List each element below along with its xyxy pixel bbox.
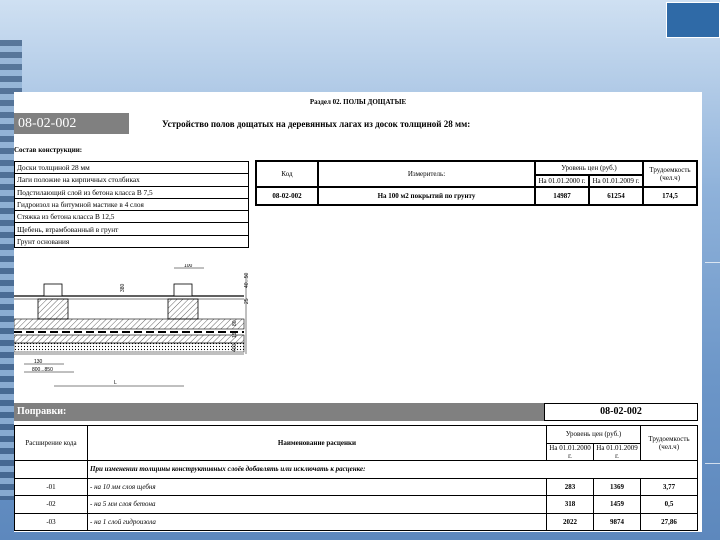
row-labor: 174,5 [643,187,697,205]
row-price-2009: 1459 [594,496,641,514]
row-name: - на 1 слой гидроизола [88,513,547,531]
list-item [15,186,249,198]
dim-b: 130 [34,359,43,365]
col-price-header: Уровень цен (руб.) [535,161,643,175]
row-name: - на 10 мм слоя щебня [88,478,547,496]
col-labor-header: Трудоемкость (чел.ч) [641,426,698,461]
composition-table [14,161,249,248]
col-price-2009: На 01.01.2009 г. [589,175,643,187]
composition-item: Подстилающий слой из бетона класса В 7,5 [15,186,249,198]
dim-v3: 400 [232,343,238,352]
row-unit: На 100 м2 покрытий по грунту [318,187,535,205]
corrections-table [14,425,698,531]
cross-section-drawing [14,264,254,394]
col-price-2000: На 01.01.2000 г. [547,443,594,461]
row-labor: 3,77 [641,478,698,496]
col-price-2000: На 01.01.2000 г. [535,175,589,187]
row-price-2009: 1369 [594,478,641,496]
composition-item: Щебень, втрамбованный в грунт [15,223,249,235]
composition-item: Грунт основания [15,235,249,247]
screed-layer [14,335,244,343]
document-sheet [14,92,702,532]
dim-h: 380 [120,283,126,292]
dim-v2: 15 [232,332,238,338]
list-item [15,211,249,223]
col-name-header: Наименование расценки [88,426,547,461]
row-price-2000: 318 [547,496,594,514]
brick-pier [168,299,198,319]
table-row [15,461,698,479]
row-labor: 27,86 [641,513,698,531]
table-row [15,478,698,496]
background-line [705,262,720,263]
table-row [15,496,698,514]
corrections-note: При изменении толщины конструктивных слоёв добавлять или исключать к расценке: [88,461,698,479]
joist [174,284,192,296]
table-row [15,513,698,531]
joist [44,284,62,296]
row-code: -01 [15,478,88,496]
col-extension-header: Расширение кода [15,426,88,461]
list-item [15,198,249,210]
section-title: Раздел 02. ПОЛЫ ДОЩАТЫЕ [309,98,407,106]
concrete-layer [14,319,244,329]
dim-a: 800...850 [32,367,53,373]
composition-item: Лаги положие на кирпичных столбиках [15,174,249,186]
brick-pier [38,299,68,319]
corrections-code: 08-02-002 [544,403,698,421]
row-labor: 0,5 [641,496,698,514]
col-unit-header: Измеритель: [318,161,535,187]
price-table [255,160,698,206]
list-item [15,223,249,235]
row-price-2009: 61254 [589,187,643,205]
row-price-2009: 9874 [594,513,641,531]
corner-decoration [666,2,720,38]
corrections-heading: Поправки: [14,403,544,421]
gravel-layer [14,343,244,352]
col-price-2009: На 01.01.2009 г. [594,443,641,461]
background-line [705,463,720,464]
composition-heading: Состав конструкции: [14,146,83,154]
dim-r2: 25 [244,298,250,304]
row-code: 08-02-002 [256,187,318,205]
row-price-2000: 14987 [535,187,589,205]
table-row [256,187,697,205]
composition-item: Гидроизол на битумной мастике в 4 слоя [15,198,249,210]
col-price-header: Уровень цен (руб.) [547,426,641,444]
composition-item: Стяжка из бетона класса В 12,5 [15,211,249,223]
list-item [15,235,249,247]
rate-code: 08-02-002 [14,113,129,134]
row-price-2000: 283 [547,478,594,496]
list-item [15,174,249,186]
col-code-header: Код [256,161,318,187]
dim-top: 100 [184,264,193,269]
dim-v1: 80 [232,320,238,326]
dim-r1: 40...50 [244,272,250,288]
composition-item: Доски толщиной 28 мм [15,162,249,174]
row-price-2000: 2022 [547,513,594,531]
row-code: -02 [15,496,88,514]
list-item [15,162,249,174]
row-code: -03 [15,513,88,531]
dim-l: L [114,380,117,386]
col-labor-header: Трудоемкость (чел.ч) [643,161,697,187]
rate-title: Устройство полов дощатых на деревянных лагах из досок толщиной 28 мм: [162,119,471,129]
row-name: - на 5 мм слоя бетона [88,496,547,514]
